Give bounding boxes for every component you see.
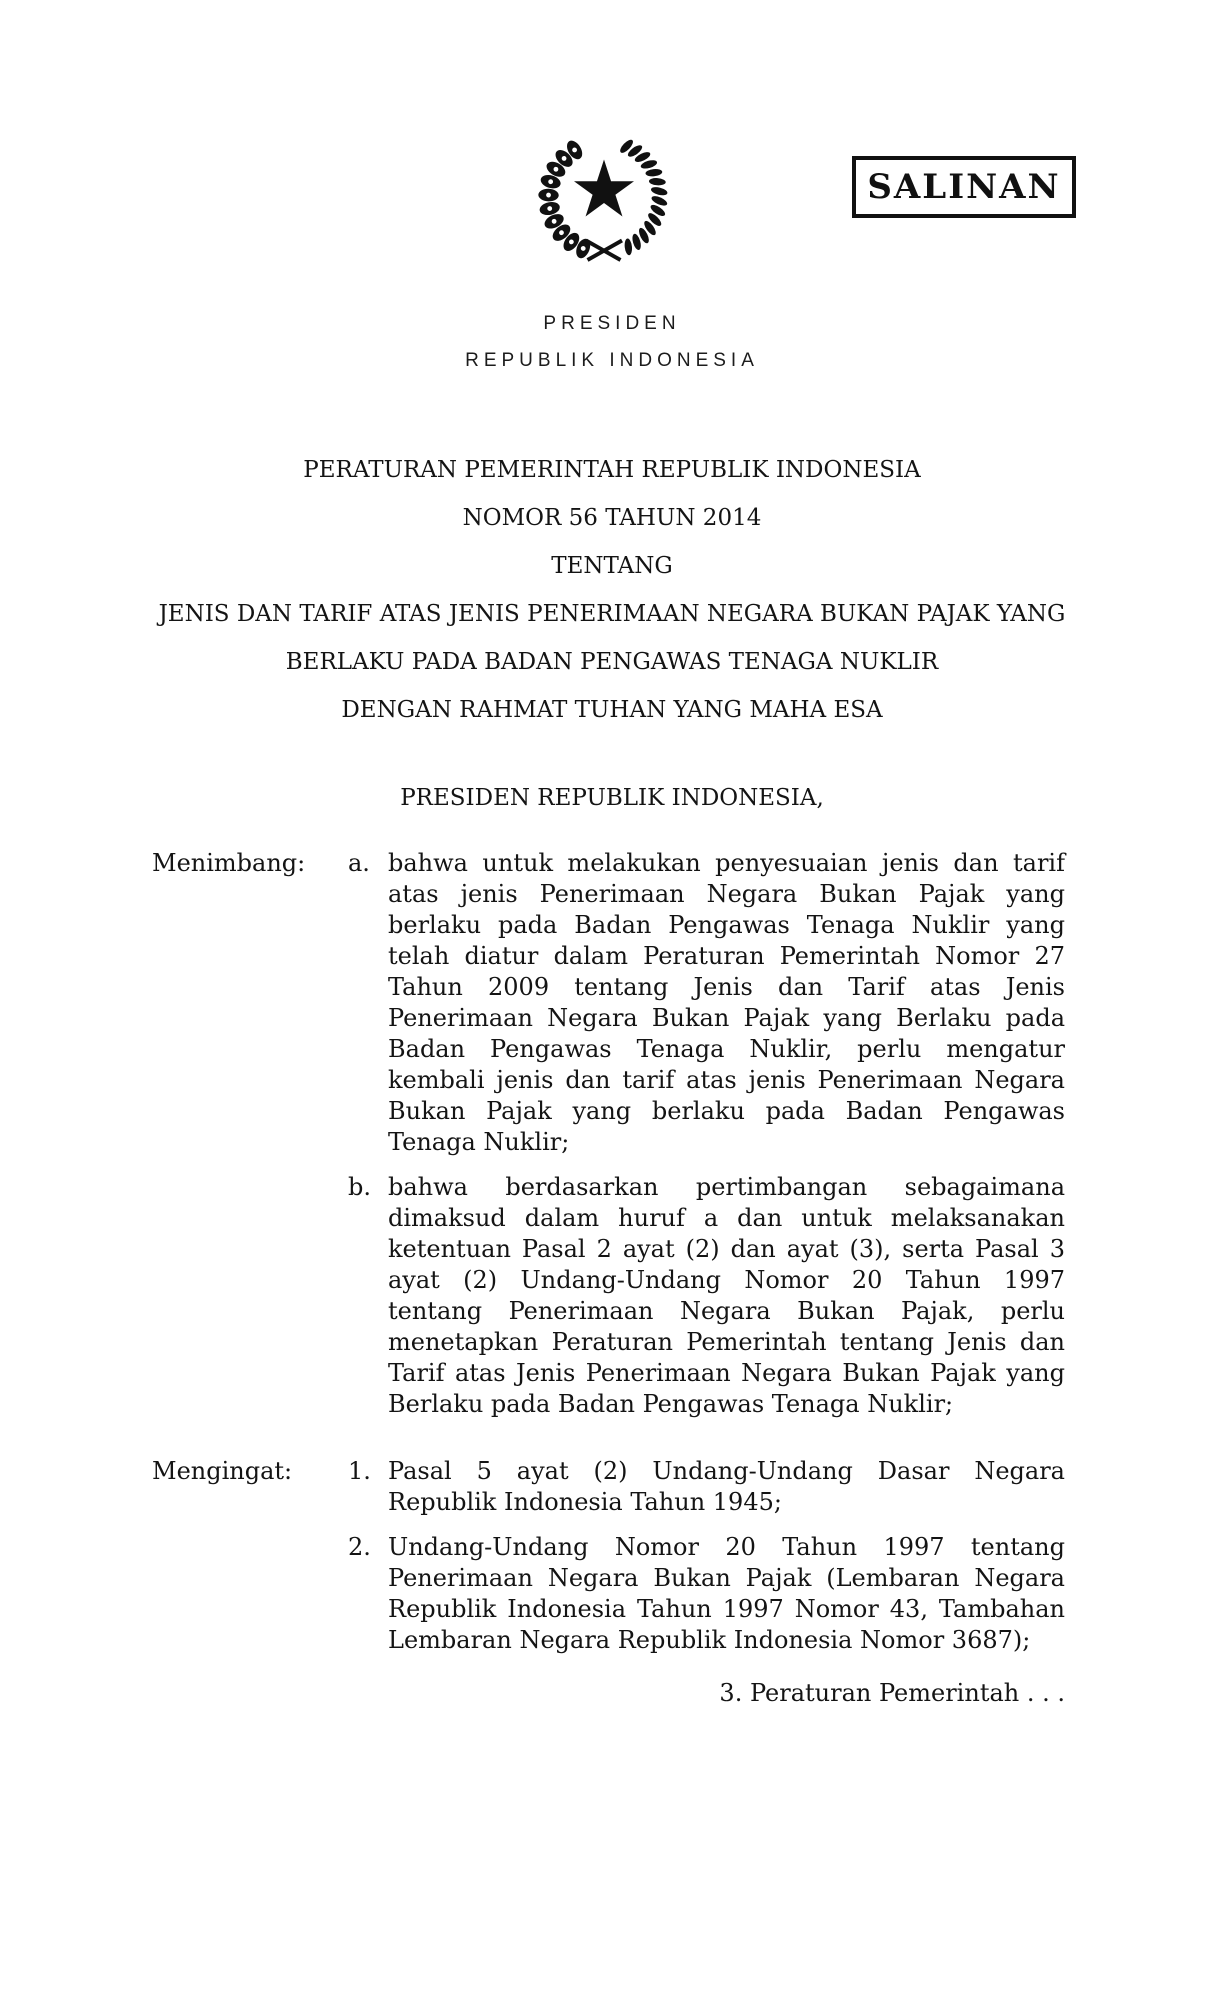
list-item-marker: 2.: [348, 1533, 371, 1561]
section-label: Menimbang:: [152, 849, 306, 877]
invocation-line: DENGAN RAHMAT TUHAN YANG MAHA ESA: [341, 697, 883, 723]
list-item-text: Undang-Undang Nomor 20 Tahun 1997 tentang Penerimaan Negara Bukan Pajak (Lembaran Negara Republik Indonesia Tahun 1997 Nomor 43, Tambahan Lembaran Negara Republik Indonesia Nomor 3687);: [388, 1533, 1065, 1654]
list-item: [348, 1172, 1065, 1420]
list-item-marker: a.: [348, 849, 370, 877]
letterhead: [0, 305, 1224, 379]
section-menimbang: [152, 848, 1065, 1420]
star-icon: [574, 160, 634, 217]
issuer-line: PRESIDEN REPUBLIK INDONESIA,: [400, 785, 824, 811]
list-item: [348, 1456, 1065, 1518]
list-item-text: bahwa untuk melakukan penyesuaian jenis dan tarif atas jenis Penerimaan Negara Bukan Pajak yang berlaku pada Badan Pengawas Tenaga Nuklir yang telah diatur dalam Peraturan Pemerintah Nomor 27 Tahun 2009 tentang Jenis dan Tarif atas Jenis Penerimaan Negara Bukan Pajak yang Berlaku pada Badan Pengawas Tenaga Nuklir, perlu mengatur kembali jenis dan tarif atas jenis Penerimaan Negara Bukan Pajak yang berlaku pada Badan Pengawas Tenaga Nuklir;: [388, 849, 1065, 1156]
list-item: [348, 1532, 1065, 1656]
section-items: [348, 848, 1065, 1420]
title-line-4: JENIS DAN TARIF ATAS JENIS PENERIMAAN NEGARA BUKAN PAJAK YANG: [158, 601, 1066, 627]
section-mengingat: [152, 1456, 1065, 1656]
title-line-2: NOMOR 56 TAHUN 2014: [462, 505, 762, 531]
catchword-next-page: 3. Peraturan Pemerintah . . .: [719, 1679, 1065, 1707]
salinan-stamp: [852, 156, 1076, 218]
document-content: [0, 446, 1224, 1692]
salinan-stamp-label: SALINAN: [867, 167, 1061, 207]
title-line-1: PERATURAN PEMERINTAH REPUBLIK INDONESIA: [303, 457, 921, 483]
section-label: Mengingat:: [152, 1457, 293, 1485]
list-item-marker: 1.: [348, 1457, 371, 1485]
list-item: [348, 848, 1065, 1158]
letterhead-republik-indonesia: REPUBLIK INDONESIA: [465, 350, 759, 371]
list-item-marker: b.: [348, 1173, 371, 1201]
letterhead-presiden: PRESIDEN: [543, 313, 681, 334]
list-item-text: bahwa berdasarkan pertimbangan sebagaimana dimaksud dalam huruf a dan untuk melaksanakan ketentuan Pasal 2 ayat (2) dan ayat (3), serta Pasal 3 ayat (2) Undang-Undang Nomor 20 Tahun 1997 tentang Penerimaan Negara Bukan Pajak, perlu menetapkan Peraturan Pemerintah tentang Jenis dan Tarif atas Jenis Penerimaan Negara Bukan Pajak yang Berlaku pada Badan Pengawas Tenaga Nuklir;: [388, 1173, 1065, 1418]
list-item-text: Pasal 5 ayat (2) Undang-Undang Dasar Negara Republik Indonesia Tahun 1945;: [388, 1457, 1065, 1516]
document-body: [152, 848, 1065, 1656]
regulation-title: [0, 446, 1224, 686]
presidential-seal-icon: [529, 122, 679, 280]
section-items: [348, 1456, 1065, 1656]
title-line-5: BERLAKU PADA BADAN PENGAWAS TENAGA NUKLIR: [285, 649, 939, 675]
title-line-3: TENTANG: [551, 553, 673, 579]
